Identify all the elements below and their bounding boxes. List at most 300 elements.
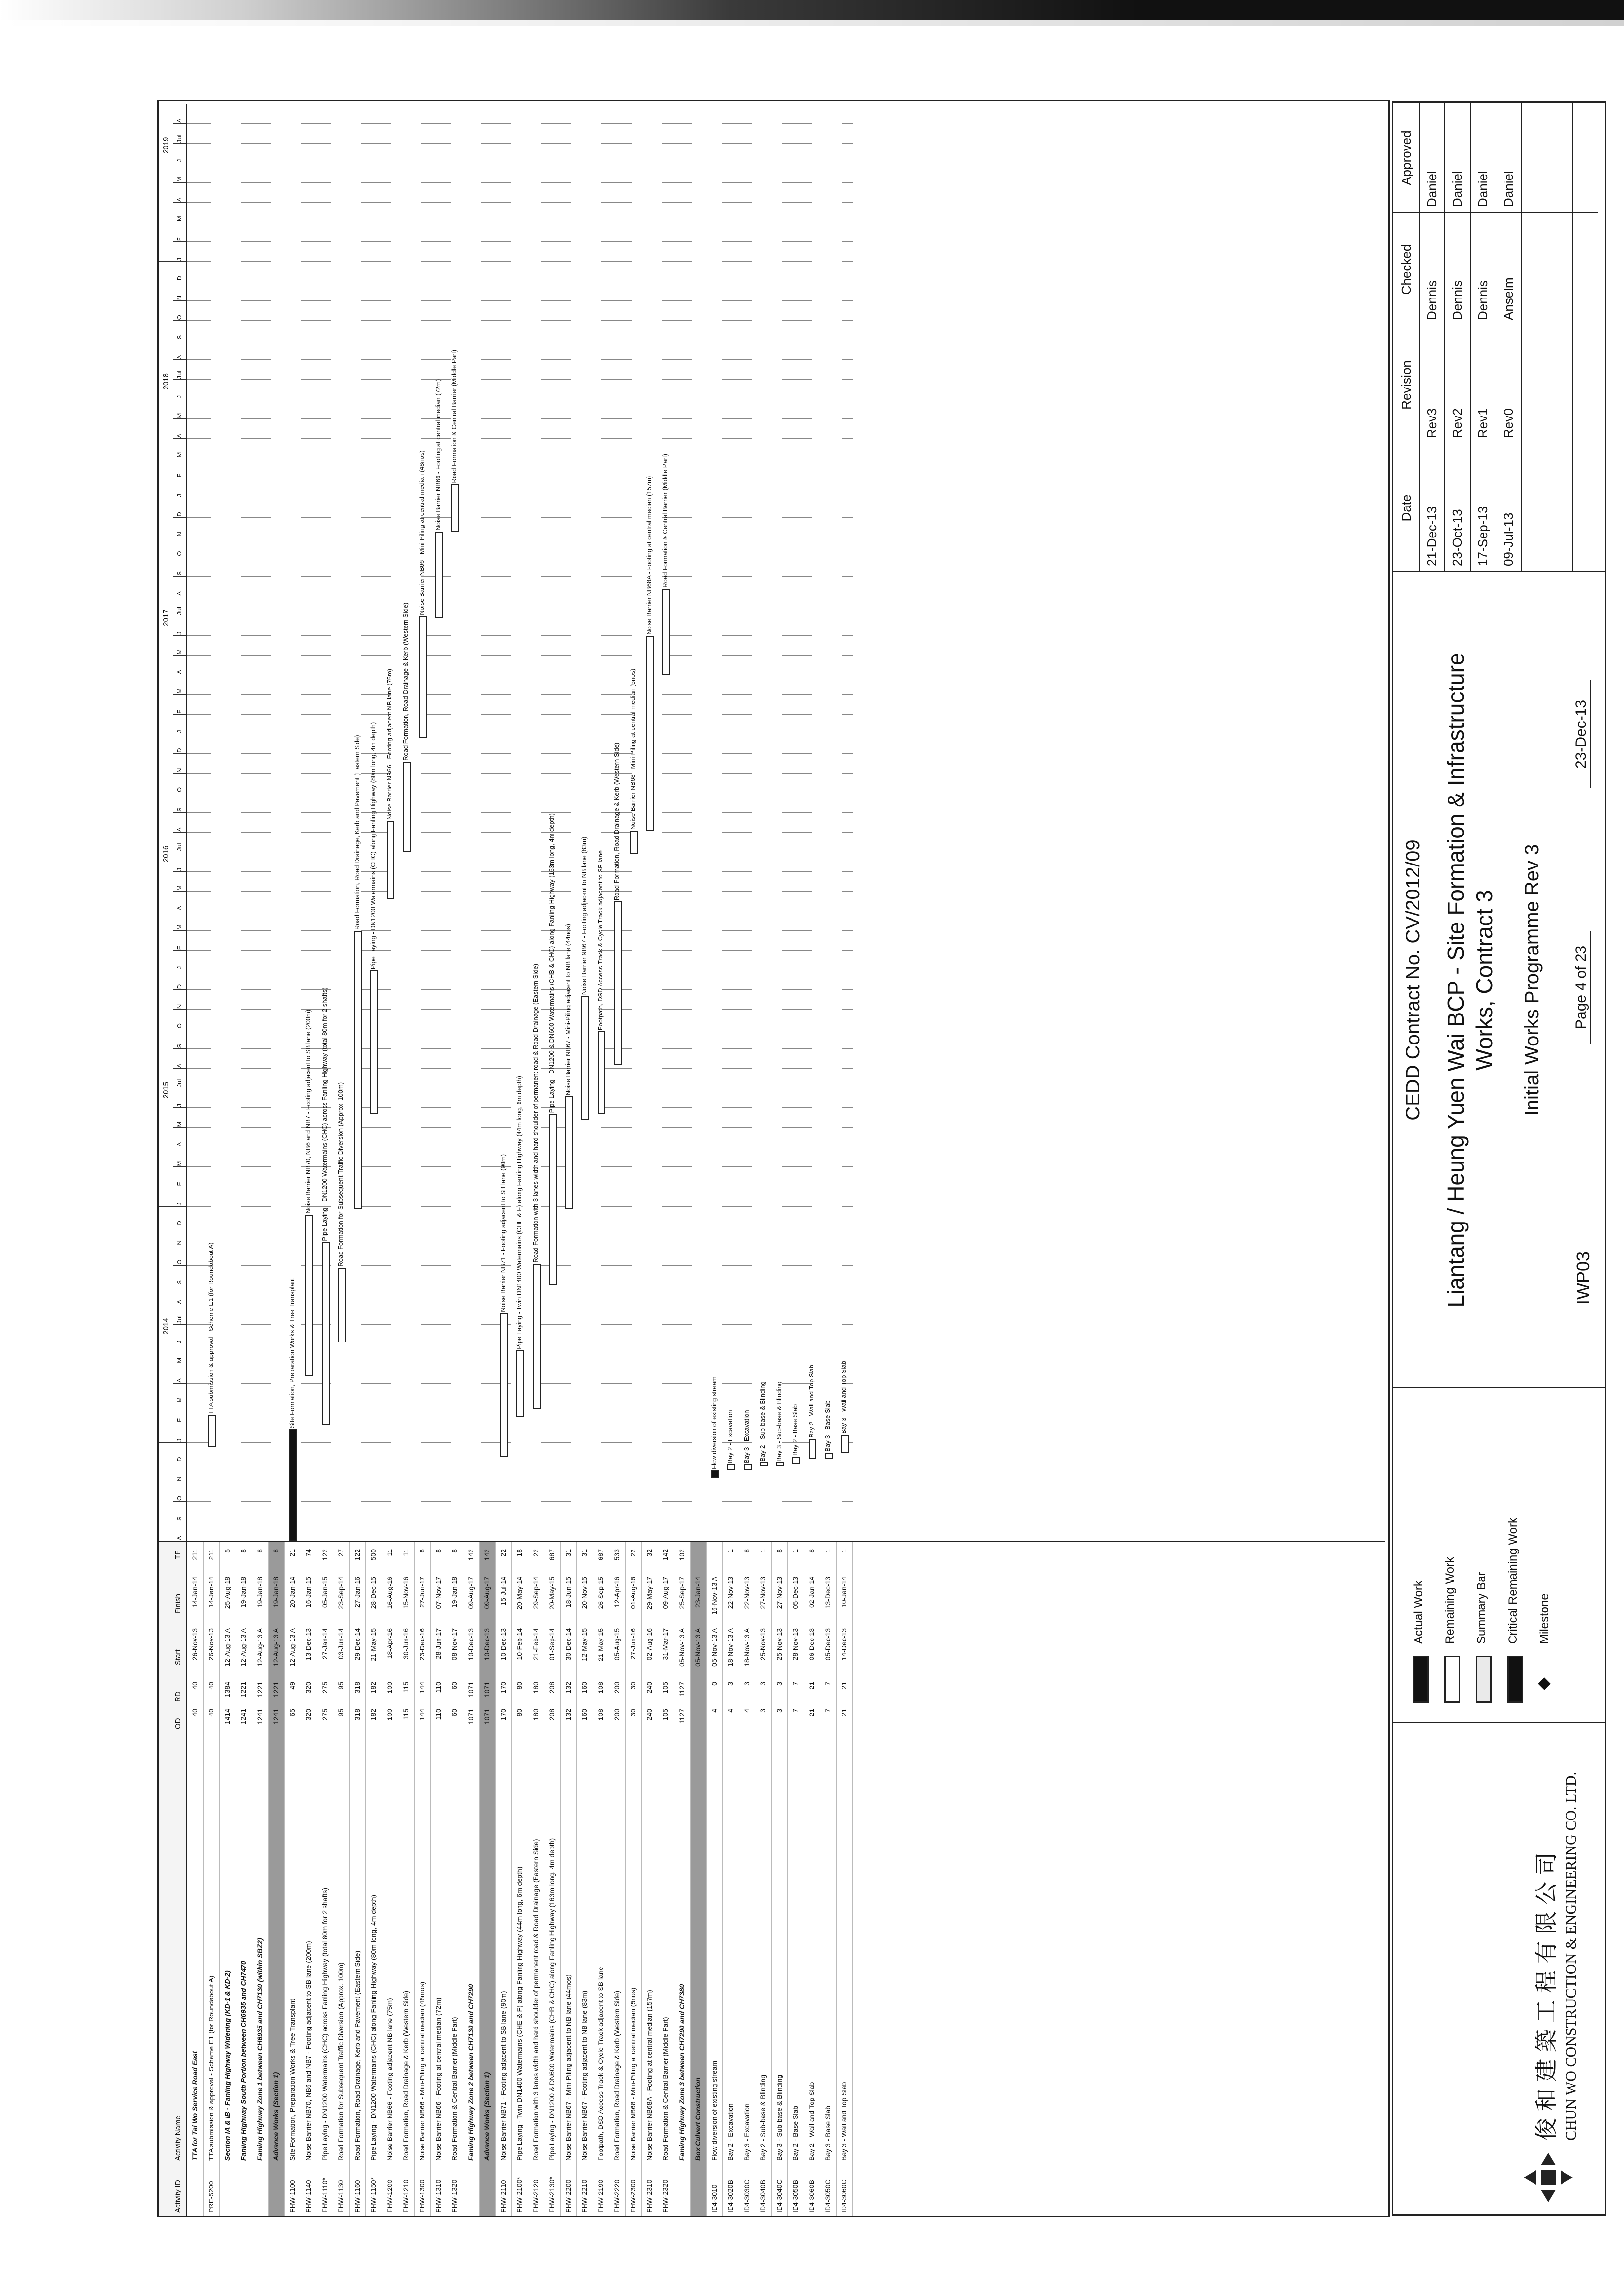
month-divider — [173, 418, 186, 419]
finish-date: 20-May-15 — [548, 1577, 556, 1610]
month-divider — [173, 438, 186, 439]
month-label: J — [176, 1340, 183, 1343]
activity-row[interactable] — [512, 1542, 528, 2216]
total-float: 8 — [240, 1549, 247, 1553]
total-float: 122 — [353, 1549, 361, 1561]
month-label: J — [176, 1438, 183, 1442]
activity-row[interactable] — [739, 1542, 755, 2216]
activity-id: FHW-1310 — [434, 2179, 442, 2213]
activity-row[interactable] — [204, 1542, 220, 2216]
start-date: 10-Dec-13 — [483, 1628, 491, 1661]
revision-cell — [1521, 212, 1547, 326]
activity-row[interactable] — [772, 1542, 788, 2216]
bar-label: Flow diversion of existing stream — [710, 1376, 718, 1469]
wbs-summary-row[interactable] — [220, 1542, 236, 2216]
remaining-duration: 320 — [304, 1682, 312, 1694]
activity-row[interactable] — [301, 1542, 317, 2216]
month-label: M — [176, 216, 183, 222]
activity-name: Noise Barrier NB67 - Mini-Piling adjacent to NB lane (44mos) — [564, 1974, 572, 2161]
start-date: 26-Nov-13 — [191, 1628, 199, 1661]
activity-id: FHW-1130 — [337, 2180, 345, 2213]
revision-cell: Rev3 — [1419, 326, 1445, 444]
revision-cell — [1521, 444, 1547, 572]
original-duration: 115 — [402, 1709, 410, 1720]
remaining-duration: 1127 — [678, 1682, 686, 1697]
activity-name: Noise Barrier NB70, NB6 and NB7 - Footing adjacent to SB lane (200m) — [304, 1941, 312, 2161]
month-label: J — [176, 395, 183, 399]
activity-name: Bay 2 - Wall and Top Slab — [808, 2082, 815, 2161]
programme-code: IWP03 — [1573, 1251, 1593, 1305]
activity-row[interactable] — [593, 1542, 609, 2216]
activity-name: Fanling Highway Zone 1 between CH6935 and CH7130 (within SBZ2) — [256, 1938, 264, 2161]
remaining-work-bar[interactable] — [630, 831, 638, 854]
start-date: 13-Dec-13 — [304, 1628, 312, 1661]
start-date: 31-Mar-17 — [662, 1628, 669, 1660]
month-divider — [173, 891, 186, 892]
start-date: 08-Nov-17 — [451, 1628, 458, 1661]
activity-name: Bay 3 - Base Slab — [824, 2105, 832, 2161]
remaining-work-bar[interactable] — [354, 931, 362, 1208]
finish-date: 05-Jan-15 — [321, 1577, 329, 1608]
remaining-work-bar[interactable] — [419, 616, 427, 738]
remaining-work-bar[interactable] — [614, 901, 622, 1065]
remaining-work-bar[interactable] — [727, 1464, 735, 1470]
activity-name: Advance Works (Section 1) — [483, 2072, 491, 2161]
activity-name: Flow diversion of existing stream — [710, 2060, 718, 2161]
total-float: 22 — [532, 1549, 540, 1557]
original-duration: 144 — [418, 1709, 426, 1721]
remaining-duration: 21 — [808, 1682, 815, 1690]
activity-row[interactable] — [626, 1542, 642, 2216]
start-date: 02-Aug-16 — [645, 1628, 653, 1661]
start-date: 18-Nov-13 A — [743, 1628, 751, 1667]
month-label: M — [176, 649, 183, 655]
revision-cell: Dennis — [1419, 212, 1445, 326]
bar-label: Road Formation, Road Drainage & Kerb (Western Side) — [402, 602, 409, 761]
revision-cell: Daniel — [1470, 102, 1496, 213]
remaining-work-bar[interactable] — [370, 970, 378, 1114]
month-label: F — [176, 946, 183, 950]
row-band[interactable] — [480, 1542, 496, 2216]
month-label: Jul — [176, 1079, 183, 1088]
activity-name: Fanling Highway Zone 3 between CH7290 and CH7380 — [678, 1984, 686, 2161]
start-date: 28-Jun-17 — [434, 1628, 442, 1660]
month-divider — [173, 123, 186, 124]
activity-row[interactable] — [544, 1542, 561, 2216]
activity-name: Road Formation with 3 lanes width and hard shoulder of permanent road & Road Drainage (Eastern Side) — [532, 1839, 540, 2161]
activity-row[interactable] — [415, 1542, 431, 2216]
activity-id: ID4-3050B — [791, 2180, 799, 2213]
revision-cell: 23-Oct-13 — [1444, 444, 1471, 572]
month-label: A — [176, 827, 183, 832]
activity-name: Bay 3 - Excavation — [743, 2103, 751, 2161]
remaining-work-bar[interactable] — [776, 1462, 784, 1466]
wbs-summary-row[interactable] — [236, 1542, 252, 2216]
title-panel — [1393, 571, 1605, 1388]
total-float: 142 — [662, 1549, 669, 1561]
remaining-duration: 108 — [597, 1682, 604, 1694]
finish-date: 27-Nov-13 — [759, 1577, 767, 1609]
remaining-work-bar[interactable] — [533, 1264, 541, 1409]
activity-id: ID4-3050C — [824, 2179, 832, 2213]
month-label: Jul — [176, 1315, 183, 1324]
month-divider — [173, 1107, 186, 1108]
revision-cell — [1572, 212, 1598, 326]
gantt-bars — [187, 104, 866, 1541]
total-float: 687 — [597, 1549, 604, 1561]
remaining-duration: 1071 — [483, 1682, 491, 1698]
activity-row[interactable] — [382, 1542, 398, 2216]
revision-cell: Daniel — [1444, 102, 1471, 213]
month-divider — [173, 379, 186, 380]
remaining-work-bar[interactable] — [825, 1453, 833, 1459]
remaining-work-bar[interactable] — [500, 1313, 508, 1457]
remaining-work-bar[interactable] — [516, 1350, 524, 1417]
activity-row[interactable] — [285, 1542, 301, 2216]
activity-row[interactable] — [528, 1542, 544, 2216]
month-label: M — [176, 452, 183, 458]
month-divider — [173, 300, 186, 301]
remaining-work-bar[interactable] — [322, 1242, 330, 1425]
month-label: A — [176, 433, 183, 438]
bar-label: Bay 2 - Base Slab — [791, 1404, 799, 1456]
remaining-work-bar[interactable] — [451, 484, 459, 532]
bar-label: Road Formation, Road Drainage, Kerb and Pavement (Eastern Side) — [353, 735, 361, 930]
month-label: A — [176, 1378, 183, 1383]
activity-id: FHW-2220 — [613, 2179, 621, 2213]
start-date: 10-Dec-13 — [499, 1628, 507, 1661]
activity-row[interactable] — [707, 1542, 723, 2216]
remaining-work-bar[interactable] — [841, 1435, 849, 1453]
remaining-duration: 170 — [499, 1682, 507, 1694]
company-panel — [1393, 1722, 1605, 2214]
wbs-summary-row[interactable] — [674, 1542, 691, 2216]
start-date: 25-Nov-13 — [759, 1628, 767, 1661]
finish-date: 18-Jun-15 — [564, 1577, 572, 1608]
original-duration: 1071 — [483, 1709, 491, 1725]
activity-name: Pipe Laying - DN1200 Watermains (CHC) across Fanling Highway (total 80m for 2 shafts) — [321, 1887, 329, 2161]
revision-cell — [1547, 102, 1573, 213]
activity-row[interactable] — [642, 1542, 658, 2216]
finish-date: 15-Jul-14 — [499, 1577, 507, 1606]
total-float: 1 — [840, 1549, 848, 1553]
remaining-work-bar[interactable] — [792, 1457, 800, 1464]
original-duration: 160 — [580, 1709, 588, 1721]
activity-name: Road Formation & Central Barrier (Middle Part) — [662, 2017, 669, 2161]
row-band[interactable] — [691, 1542, 707, 2216]
remaining-work-label: Remaining Work — [1444, 1557, 1457, 1644]
year-label: 2015 — [162, 1082, 170, 1099]
row-band[interactable] — [269, 1542, 285, 2216]
revision-cell: Daniel — [1496, 102, 1522, 213]
year-divider — [159, 1206, 173, 1207]
revision-cell: 09-Jul-13 — [1496, 444, 1522, 572]
revision-cell: Dennis — [1444, 212, 1471, 326]
year-label: 2019 — [162, 137, 170, 154]
remaining-duration: 3 — [726, 1682, 734, 1686]
remaining-duration: 318 — [353, 1682, 361, 1694]
revision-cell — [1547, 444, 1573, 572]
activity-name: Section IA & IB - Fanling Highway Widening (KD-1 & KD-2) — [223, 1970, 231, 2161]
activity-id: ID4-3020B — [726, 2180, 734, 2213]
original-duration: 7 — [824, 1709, 832, 1713]
remaining-work-bar[interactable] — [208, 1415, 216, 1447]
bar-label: Road Formation for Subsequent Traffic Diversion (Approx. 100m) — [337, 1082, 344, 1267]
month-divider — [173, 1383, 186, 1384]
month-label: M — [176, 1397, 183, 1402]
total-float: 1 — [791, 1549, 799, 1553]
month-divider — [173, 143, 186, 144]
original-duration: 318 — [353, 1709, 361, 1721]
month-label: A — [176, 1063, 183, 1068]
month-divider — [173, 1206, 186, 1207]
start-date: 05-Nov-13 A — [710, 1628, 718, 1667]
remaining-duration: 3 — [759, 1682, 767, 1686]
header-tf: TF — [174, 1550, 182, 1559]
finish-date: 19-Jan-18 — [256, 1577, 264, 1608]
activity-id: FHW-1100 — [288, 2180, 296, 2213]
remaining-work-bar[interactable] — [403, 762, 411, 852]
activity-name: Noise Barrier NB71 - Footing adjacent to SB lane (90m) — [499, 1991, 507, 2161]
year-divider — [159, 261, 173, 262]
month-label: J — [176, 730, 183, 733]
original-duration: 65 — [288, 1709, 296, 1717]
month-label: J — [176, 257, 183, 261]
activity-name: Noise Barrier NB66 - Footing at central median (72m) — [434, 1998, 442, 2161]
start-date: 18-Nov-13 A — [726, 1628, 734, 1667]
start-date: 12-Aug-13 A — [272, 1628, 280, 1667]
activity-row[interactable] — [317, 1542, 333, 2216]
activity-row[interactable] — [820, 1542, 837, 2216]
finish-date: 19-Jan-18 — [240, 1577, 247, 1608]
activity-id: ID4-3040C — [775, 2179, 783, 2213]
month-label: J — [176, 159, 183, 163]
original-duration: 30 — [629, 1709, 637, 1717]
remaining-work-bar[interactable] — [581, 996, 589, 1120]
original-duration: 180 — [532, 1709, 540, 1721]
activity-row[interactable] — [609, 1542, 626, 2216]
activity-row[interactable] — [658, 1542, 674, 2216]
total-float: 5 — [223, 1549, 231, 1553]
month-label: M — [176, 413, 183, 418]
original-duration: 108 — [597, 1709, 604, 1721]
bar-label: Noise Barrier NB66 - Footing adjacent NB lane (75m) — [386, 668, 393, 820]
finish-date: 27-Nov-13 — [775, 1577, 783, 1609]
month-divider — [173, 261, 186, 262]
remaining-work-bar[interactable] — [760, 1462, 768, 1466]
month-divider — [173, 871, 186, 872]
activity-row[interactable] — [755, 1542, 772, 2216]
remaining-work-bar[interactable] — [549, 1114, 557, 1285]
remaining-duration: 100 — [386, 1682, 393, 1694]
start-date: 14-Dec-13 — [840, 1628, 848, 1661]
original-duration: 3 — [759, 1709, 767, 1713]
remaining-duration: 105 — [662, 1682, 669, 1694]
summary-bar-swatch — [1476, 1656, 1492, 1703]
month-divider — [173, 1009, 186, 1010]
remaining-work-swatch — [1444, 1656, 1460, 1703]
month-divider — [173, 635, 186, 636]
total-float: 11 — [402, 1549, 410, 1556]
activity-id: ID4-3030C — [743, 2179, 751, 2213]
revision-cell: Rev2 — [1444, 326, 1471, 444]
remaining-work-bar[interactable] — [387, 821, 394, 899]
remaining-work-bar[interactable] — [598, 1031, 605, 1114]
month-label: A — [176, 670, 183, 674]
activity-row[interactable] — [804, 1542, 820, 2216]
activity-row[interactable] — [496, 1542, 512, 2216]
activity-row[interactable] — [723, 1542, 739, 2216]
original-duration: 4 — [710, 1709, 718, 1713]
year-label: 2018 — [162, 373, 170, 390]
finish-date: 27-Jun-17 — [418, 1577, 426, 1608]
remaining-work-bar[interactable] — [338, 1268, 346, 1342]
remaining-duration: 1221 — [256, 1682, 264, 1698]
remaining-work-bar[interactable] — [305, 1215, 313, 1376]
bar-label: Pipe Laying - Twin DN1400 Watermains (CHE & F) along Fanling Highway (44m long, 6m depth) — [515, 1076, 523, 1349]
wbs-summary-row[interactable] — [252, 1542, 269, 2216]
total-float: 533 — [613, 1549, 621, 1561]
original-duration: 1414 — [223, 1709, 231, 1725]
bar-label: Bay 3 - Wall and Top Slab — [840, 1361, 847, 1434]
original-duration: 1127 — [678, 1709, 686, 1724]
month-label: O — [176, 1495, 183, 1501]
remaining-duration: 40 — [191, 1682, 199, 1690]
month-label: F — [176, 1418, 183, 1422]
revision-cell — [1547, 326, 1573, 444]
start-date: 03-Jun-14 — [337, 1628, 345, 1660]
bar-label: Bay 3 - Sub-base & Blinding — [775, 1381, 782, 1461]
header-start: Start — [174, 1649, 182, 1665]
bar-label: Bay 3 - Base Slab — [824, 1400, 831, 1452]
month-label: F — [176, 473, 183, 477]
month-label: S — [176, 335, 183, 340]
month-divider — [173, 182, 186, 183]
total-float: 8 — [808, 1549, 815, 1553]
bar-label: Pipe Laying - DN1200 & DN600 Watermains (CHB & CHC) along Fanling Highway (163m long, 4m depth) — [548, 813, 555, 1113]
milestone-swatch — [1538, 1677, 1550, 1690]
remaining-duration: 200 — [613, 1682, 621, 1694]
finish-date: 19-Jan-18 — [272, 1577, 280, 1608]
bar-label: Bay 2 - Wall and Top Slab — [808, 1365, 815, 1438]
remaining-duration: 110 — [434, 1682, 442, 1693]
critical-work-bar[interactable] — [289, 1429, 297, 1541]
activity-row[interactable] — [447, 1542, 463, 2216]
finish-date: 16-Nov-13 A — [710, 1577, 718, 1615]
remaining-duration: 3 — [775, 1682, 783, 1686]
month-divider — [173, 773, 186, 774]
finish-date: 25-Sep-17 — [678, 1577, 686, 1609]
activity-id: ID4-3010 — [710, 2184, 718, 2213]
activity-row[interactable] — [837, 1542, 853, 2216]
original-duration: 100 — [386, 1709, 393, 1721]
remaining-work-bar[interactable] — [744, 1464, 752, 1470]
bar-label: Road Formation & Central Barrier (Middle Part) — [451, 349, 458, 483]
finish-date: 28-Dec-15 — [369, 1577, 377, 1609]
activity-row[interactable] — [398, 1542, 415, 2216]
revision-header-cell: Approved — [1393, 102, 1420, 213]
finish-date: 25-Aug-18 — [223, 1577, 231, 1609]
bar-label: Road Formation & Central Barrier (Middle Part) — [662, 454, 669, 588]
month-label: N — [176, 1476, 183, 1481]
month-label: A — [176, 1536, 183, 1540]
start-date: 30-Jun-16 — [402, 1628, 410, 1660]
start-date: 05-Aug-15 — [613, 1628, 621, 1661]
remaining-duration: 115 — [402, 1682, 410, 1693]
activity-row[interactable] — [431, 1542, 447, 2216]
finish-date: 07-Nov-17 — [434, 1577, 442, 1609]
activity-row[interactable] — [577, 1542, 593, 2216]
month-label: N — [176, 295, 183, 300]
issue-date: 23-Dec-13 — [1573, 680, 1591, 788]
month-label: J — [176, 1103, 183, 1107]
finish-date: 13-Dec-13 — [824, 1577, 832, 1609]
month-divider — [173, 359, 186, 360]
start-date: 10-Dec-13 — [467, 1628, 475, 1661]
remaining-work-bar[interactable] — [662, 589, 670, 675]
activity-id: FHW-2200 — [564, 2179, 572, 2213]
wbs-summary-row[interactable] — [187, 1542, 204, 2216]
month-label: Jul — [176, 134, 183, 143]
start-date: 05-Dec-13 — [824, 1628, 832, 1661]
month-divider — [173, 1127, 186, 1128]
activity-name: Road Formation, Road Drainage & Kerb (Western Side) — [402, 1990, 410, 2161]
remaining-duration: 182 — [369, 1682, 377, 1694]
total-float: 8 — [775, 1549, 783, 1553]
activity-row[interactable] — [561, 1542, 577, 2216]
total-float: 1 — [726, 1549, 734, 1553]
remaining-work-bar[interactable] — [809, 1439, 816, 1459]
remaining-work-bar[interactable] — [435, 532, 443, 618]
revision-cell: Anselm — [1496, 212, 1522, 326]
critical-work-bar[interactable] — [711, 1470, 719, 1478]
activity-id: ID4-3040B — [759, 2180, 767, 2213]
bar-label: Bay 2 - Sub-base & Blinding — [759, 1381, 766, 1461]
bar-label: Pipe Laying - DN1200 Watermains (CHC) across Fanling Highway (total 80m for 2 shafts) — [321, 987, 328, 1241]
month-label: D — [176, 1457, 183, 1461]
month-label: N — [176, 1240, 183, 1245]
month-label: O — [176, 787, 183, 792]
month-label: A — [176, 1300, 183, 1304]
finish-date: 20-May-14 — [515, 1577, 523, 1610]
month-label: A — [176, 591, 183, 596]
bar-label: Noise Barrier NB67 - Mini-Piling adjacent to NB lane (44nos) — [564, 924, 571, 1096]
month-divider — [173, 1324, 186, 1325]
activity-id: FHW-2190 — [597, 2179, 604, 2213]
activity-name: Bay 2 - Base Slab — [791, 2105, 799, 2161]
month-label: S — [176, 807, 183, 812]
original-duration: 208 — [548, 1709, 556, 1721]
total-float: 22 — [499, 1549, 507, 1557]
original-duration: 60 — [451, 1709, 458, 1717]
activity-row[interactable] — [788, 1542, 804, 2216]
project-title-line1: Liantang / Heung Yuen Wai BCP - Site Formation & Infrastructure — [1443, 653, 1469, 1308]
activity-name: Pipe Laying - DN1200 & DN600 Watermains (CHB & CHC) along Fanling Highway (163m long, 4m depth) — [548, 1838, 556, 2161]
start-date: 12-Aug-13 A — [240, 1628, 247, 1667]
original-duration: 275 — [321, 1709, 329, 1721]
month-label: Jul — [176, 607, 183, 615]
activity-row[interactable] — [333, 1542, 350, 2216]
wbs-summary-row[interactable] — [463, 1542, 480, 2216]
remaining-work-bar[interactable] — [646, 636, 654, 831]
activity-row[interactable] — [350, 1542, 366, 2216]
month-label: J — [176, 494, 183, 497]
month-divider — [173, 832, 186, 833]
original-duration: 320 — [304, 1709, 312, 1721]
remaining-work-bar[interactable] — [565, 1096, 573, 1208]
finish-date: 23-Sep-14 — [337, 1577, 345, 1609]
activity-row[interactable] — [366, 1542, 382, 2216]
